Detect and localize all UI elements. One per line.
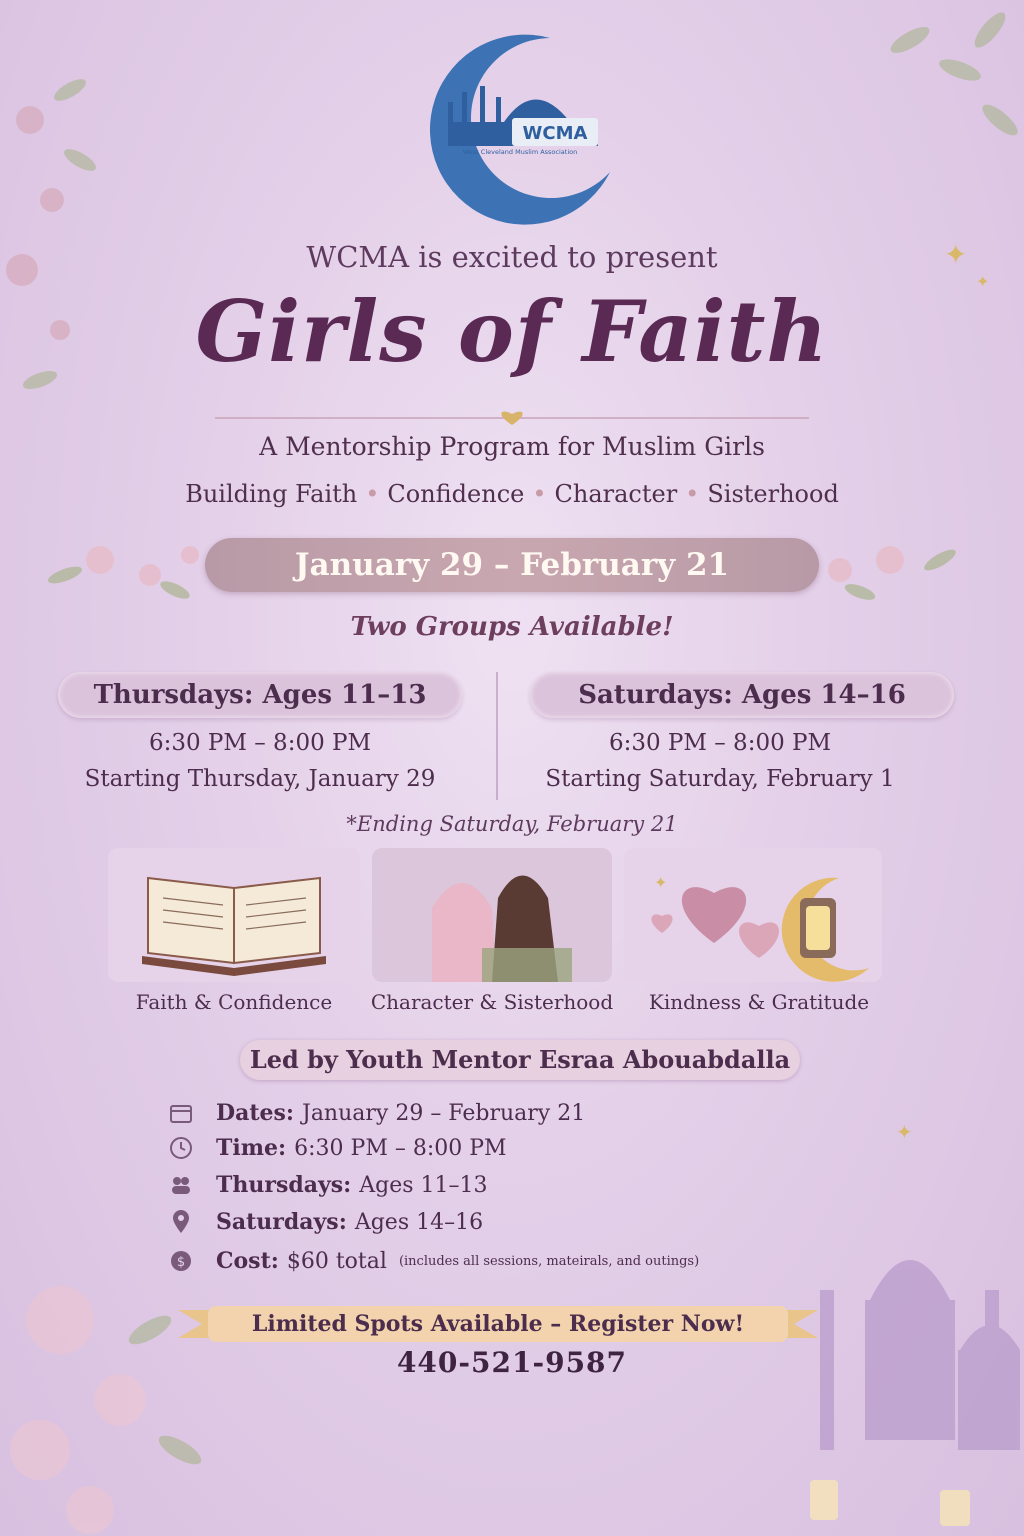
clock-icon	[168, 1135, 194, 1161]
two-girls-icon	[372, 848, 612, 982]
ending-note: *Ending Saturday, February 21	[346, 812, 678, 836]
pillar-item: Sisterhood	[707, 480, 839, 508]
hearts-lantern-icon	[624, 848, 882, 982]
wcma-logo	[400, 22, 625, 227]
cta-text: Limited Spots Available – Register Now!	[251, 1311, 745, 1337]
pillars-list: Building Faith • Confidence • Character • Sisterhood	[185, 480, 839, 508]
pillar-item: Character	[554, 480, 678, 508]
open-book-icon	[108, 848, 360, 982]
money-icon	[168, 1248, 194, 1274]
phone-number[interactable]: 440-521-9587	[396, 1346, 628, 1379]
info-row-time	[168, 1131, 507, 1165]
intro-text: WCMA is excited to present	[306, 240, 718, 274]
info-value: Ages 14–16	[354, 1209, 484, 1235]
mentor-banner: Led by Youth Mentor Esraa Abouabdalla	[240, 1040, 800, 1080]
info-value: January 29 – February 21	[302, 1100, 586, 1126]
top-right-leaves-decoration	[870, 0, 1024, 160]
theme-label-kindness: Kindness & Gratitude	[648, 990, 870, 1014]
date-range-banner: January 29 – February 21	[205, 538, 819, 592]
group-thursday-label: Thursdays: Ages 11–13	[58, 672, 462, 718]
theme-label-sisterhood: Character & Sisterhood	[370, 990, 614, 1014]
info-label: Saturdays:	[216, 1209, 347, 1235]
cost-note: (includes all sessions, mateirals, and outings)	[398, 1253, 700, 1269]
group-saturday-start: Starting Saturday, February 1	[545, 766, 895, 792]
groups-title: Two Groups Available!	[350, 612, 674, 642]
location-icon	[168, 1209, 194, 1235]
info-row-cost	[168, 1244, 699, 1278]
date-banner-floral-right	[800, 520, 980, 610]
faith-tile	[108, 848, 360, 982]
calendar-icon	[168, 1100, 194, 1126]
info-label: Cost:	[216, 1248, 279, 1274]
program-subtitle: A Mentorship Program for Muslim Girls	[259, 432, 765, 461]
info-label: Dates:	[216, 1100, 294, 1126]
sisterhood-tile	[372, 848, 612, 982]
logo-abbr: WCMA	[522, 123, 588, 144]
info-row-dates	[168, 1096, 585, 1130]
info-row-saturdays	[168, 1205, 483, 1239]
info-label: Time:	[216, 1135, 287, 1161]
group-thursday-start: Starting Thursday, January 29	[84, 766, 436, 792]
logo-org-name: West Cleveland Muslim Association	[462, 148, 578, 156]
date-banner-floral-left	[40, 520, 220, 610]
theme-label-faith: Faith & Confidence	[135, 990, 333, 1014]
program-title: Girls of Faith	[195, 282, 829, 381]
info-label: Thursdays:	[216, 1172, 352, 1198]
svg-text:$: $	[176, 1255, 186, 1270]
sparkle-icon: ✦	[976, 272, 990, 291]
sparkle-icon: ✦	[944, 238, 968, 271]
svg-text:✦: ✦	[654, 873, 668, 892]
title-divider	[215, 408, 809, 428]
sparkle-icon: ✦	[896, 1120, 913, 1144]
group-saturday-label: Saturdays: Ages 14–16	[530, 672, 954, 718]
group-thursday-time: 6:30 PM – 8:00 PM	[148, 730, 372, 756]
info-value: Ages 11–13	[359, 1172, 488, 1198]
info-row-thursdays	[168, 1168, 488, 1202]
group-saturday-time: 6:30 PM – 8:00 PM	[608, 730, 832, 756]
info-value: $60 total	[286, 1248, 387, 1274]
pillar-item: Building Faith	[185, 480, 358, 508]
pillar-item: Confidence	[387, 480, 525, 508]
people-icon	[168, 1172, 194, 1198]
info-value: 6:30 PM – 8:00 PM	[294, 1135, 507, 1161]
kindness-tile	[624, 848, 882, 982]
group-divider	[496, 672, 498, 800]
